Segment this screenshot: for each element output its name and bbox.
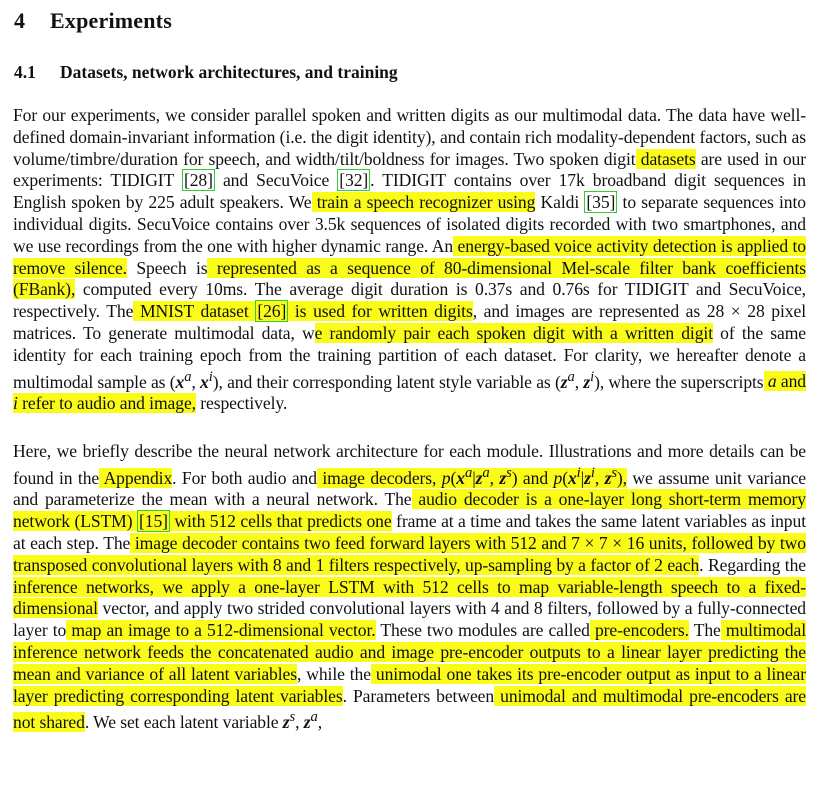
math-symbol: z (560, 371, 568, 392)
math-symbol: z (584, 467, 591, 488)
text: image decoders, (316, 467, 442, 488)
math-superscript: a (310, 709, 318, 726)
highlight (133, 301, 472, 321)
text: , (317, 712, 323, 733)
math-symbol: i (13, 393, 18, 414)
text: with 512 cells that predicts one (169, 511, 392, 532)
math-symbol: z (282, 712, 290, 733)
highlight (316, 464, 627, 488)
math-superscript: i (576, 464, 581, 481)
text: , while the (297, 663, 371, 684)
math-superscript: s (289, 709, 296, 726)
citation-link[interactable]: [35] (586, 192, 616, 213)
math-superscript: s (506, 464, 512, 481)
citation-link[interactable]: [26] (257, 301, 287, 322)
highlight: unimodal one takes its pre-encoder output as input to a linear layer predicting corresponding latent variables (13, 663, 806, 706)
text: refer to audio and image, (17, 393, 196, 414)
text: The (688, 620, 721, 641)
section-number: 4 (14, 8, 26, 33)
text: vector, and apply two strided convolutional layers with 4 and 8 filters, followed by a fully-connected layer to (13, 598, 806, 641)
math-superscript: i (590, 464, 595, 481)
text: ), (616, 467, 627, 488)
text: These two modules are called (375, 620, 590, 641)
citation-link[interactable]: [15] (138, 511, 168, 532)
text: . For both audio and (172, 467, 317, 488)
text: , (574, 371, 584, 392)
text: ( (562, 467, 568, 488)
text: respectively. (195, 393, 288, 414)
highlight: pre-encoders. (589, 620, 689, 641)
highlight: represented as a sequence of 80-dimensional Mel-scale filter bank coefficients (FBank), (13, 257, 806, 300)
text: . Parameters between (342, 685, 495, 706)
text: MNIST dataset (133, 301, 256, 322)
text: we assume unit variance and parameterize the mean with a neural network. The (13, 467, 807, 510)
text: is used for written digits (288, 301, 473, 322)
text: ) and (511, 467, 554, 488)
text: ), where the superscripts (594, 371, 764, 392)
highlight: datasets (635, 148, 696, 169)
text: computed every 10ms. The average digit duration is 0.37s and 0.76s for TIDIGIT and SecuVoice, respectively. The (13, 279, 806, 322)
text: of the same identity for each training epoch from the training partition of each dataset. For clarity, we hereafter denote a multimodal sample as ( (13, 322, 806, 392)
text: Speech is (126, 257, 208, 278)
text: For our experiments, we consider parallel spoken and written digits as our multimodal data. The data have well-defined domain-invariant information (i.e. the digit identity), and contain rich modality-dependent factors, such as volume/timbre/duration for speech, and width/tilt/boldness for images. Two spoken digit (13, 105, 806, 169)
math-superscript: a (464, 464, 473, 481)
citation-link[interactable]: [28] (183, 170, 213, 191)
text: . TIDIGIT contains over 17k broadband digit sequences in English spoken by 225 adult speakers. We (13, 170, 806, 213)
text: , and images are represented as 28 × 28 pixel matrices. To generate multimodal data, w (13, 301, 806, 343)
subsection-number: 4.1 (14, 62, 36, 82)
paragraph-datasets (13, 105, 806, 415)
text: audio decoder is a one-layer long short-term memory network (LSTM) (13, 489, 806, 532)
text: Here, we briefly describe the neural network architecture for each module. Illustrations and more details can be found in the (13, 441, 806, 488)
text: ( (450, 467, 457, 488)
subsection-title: Datasets, network architectures, and training (60, 62, 398, 82)
math-symbol: z (303, 712, 311, 733)
highlight: inference networks, we apply a one-layer LSTM with 512 cells to map variable-length speech to a fixed-dimensional (13, 576, 806, 619)
text: frame at a time and takes the same latent variables as input at each step. The (13, 511, 806, 554)
highlight: energy-based voice activity detection is applied to remove silence. (13, 235, 806, 278)
math-symbol: x (175, 371, 185, 392)
text: and (776, 371, 806, 392)
highlight: e randomly pair each spoken digit with a written digit (314, 322, 713, 343)
text: . Regarding the (699, 554, 806, 575)
math-symbol: p (553, 467, 563, 488)
math-symbol: a (763, 371, 777, 392)
text: and SecuVoice (214, 170, 338, 191)
highlight: unimodal and multimodal pre-encoders are not shared (13, 685, 807, 733)
text: , (295, 712, 304, 733)
math-symbol: p (441, 467, 451, 488)
section-heading (14, 8, 172, 34)
citation-link[interactable]: [32] (339, 170, 369, 191)
section-title: Experiments (50, 8, 172, 33)
math-symbol: z (475, 467, 483, 488)
text: . We set each latent variable (84, 712, 283, 733)
paragraph-architecture (13, 441, 806, 734)
math-superscript: a (482, 464, 490, 481)
math-superscript: a (184, 368, 192, 385)
text: , (594, 467, 605, 488)
math-superscript: s (611, 464, 617, 481)
text: to separate sequences into individual digits. SecuVoice contains over 3.5k sequences of isolated digits recorded with two smartphones, and we use recordings from the one with higher dynamic range. An (13, 192, 806, 256)
math-symbol: x (567, 467, 577, 488)
text: Kaldi (535, 192, 585, 213)
text: ), and their corresponding latent style variable as ( (212, 371, 561, 392)
text: , (489, 467, 500, 488)
math-superscript: a (567, 368, 575, 385)
highlight: multimodal inference network feeds the concatenated audio and image pre-encoder outputs to a linear layer predicting the mean and variance of all latent variables (13, 620, 806, 684)
math-symbol: z (583, 371, 591, 392)
subsection-heading (14, 62, 398, 83)
math-symbol: z (604, 467, 612, 488)
highlight: image decoder contains two feed forward layers with 512 and 7 × 7 × 16 units, followed by two transposed convolutional layers with 8 and 1 filters respectively, up-sampling by a factor of 2 each (13, 533, 806, 575)
math-superscript: i (590, 368, 595, 385)
highlight: map an image to a 512-dimensional vector. (66, 620, 376, 641)
math-symbol: x (200, 371, 209, 392)
highlight: train a speech recognizer using (311, 192, 536, 213)
text: | (580, 467, 585, 488)
text: | (472, 467, 476, 488)
math-superscript: i (208, 368, 213, 385)
appendix-link[interactable]: Appendix (99, 467, 173, 488)
math-symbol: z (499, 467, 507, 488)
text: are used in our experiments: TIDIGIT (13, 148, 807, 191)
math-symbol: x (456, 467, 465, 488)
text: , (191, 371, 201, 392)
